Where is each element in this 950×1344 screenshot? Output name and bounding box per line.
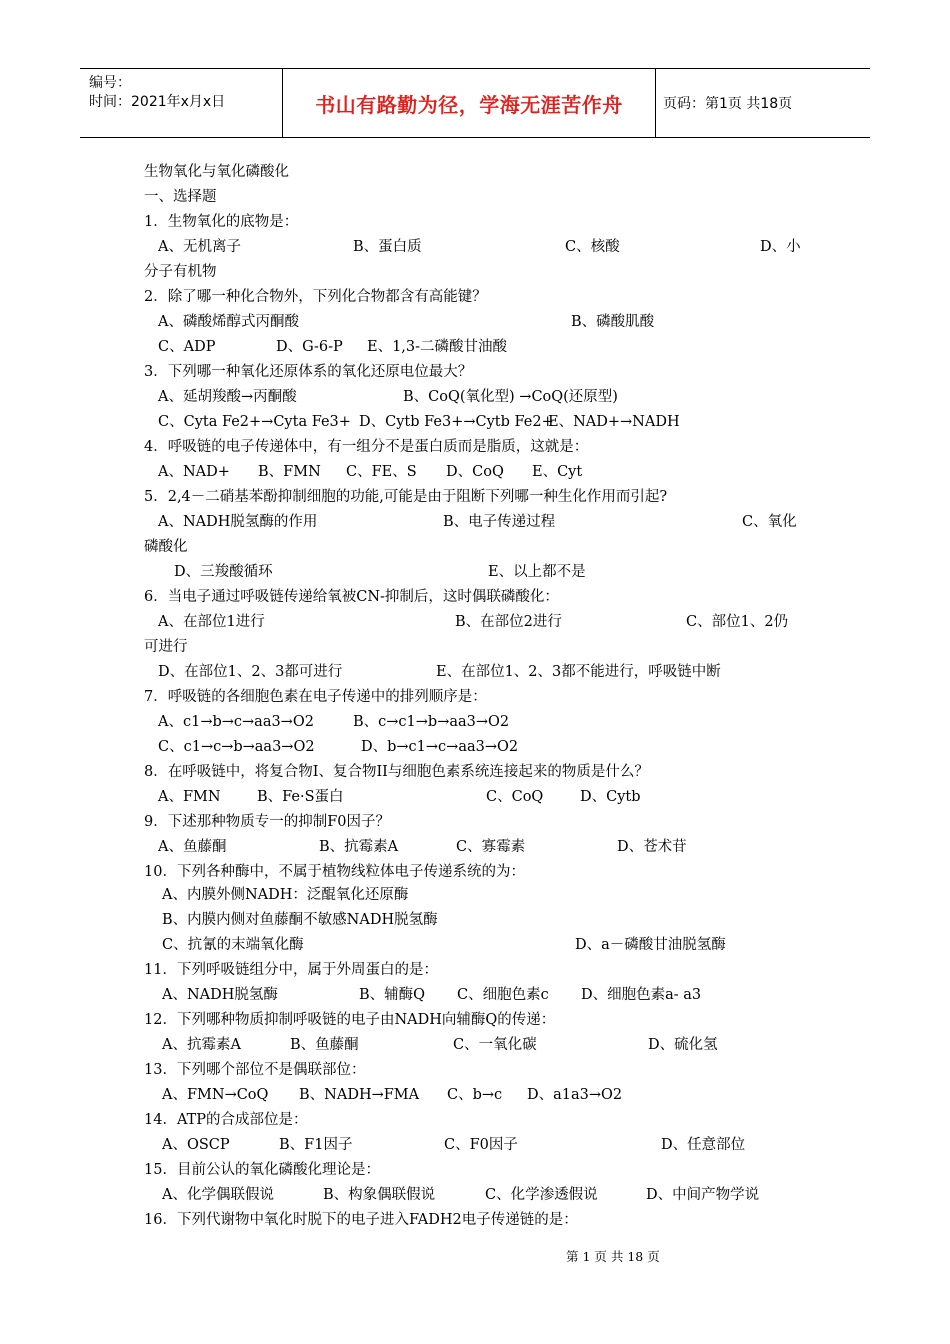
text-segment: B、c→c1→b→aa3→O2 xyxy=(353,714,510,730)
text-segment: C、抗氰的末端氧化酶 xyxy=(162,937,304,953)
text-segment: A、内膜外侧NADH：泛醌氧化还原酶 xyxy=(162,887,409,903)
text-line xyxy=(0,585,950,609)
text-segment: D、a1a3→O2 xyxy=(527,1087,623,1103)
text-segment: D、任意部位 xyxy=(661,1137,746,1153)
text-line xyxy=(0,460,950,484)
text-segment: 4．呼吸链的电子传递体中，有一组分不是蛋白质而是脂质，这就是： xyxy=(144,439,589,455)
time-label: 时间：2021年x月x日 xyxy=(89,94,226,110)
text-line xyxy=(0,210,950,234)
text-segment: A、化学偶联假说 xyxy=(162,1187,274,1203)
text-segment: B、蛋白质 xyxy=(353,239,422,255)
text-segment: D、苍术苷 xyxy=(617,839,687,855)
text-segment: C、氧化 xyxy=(742,514,797,530)
text-segment: 分子有机物 xyxy=(144,264,217,280)
text-segment: C、核酸 xyxy=(565,239,620,255)
text-line xyxy=(0,835,950,859)
text-segment: B、磷酸肌酸 xyxy=(571,314,655,330)
text-segment: A、NADH脱氢酶 xyxy=(162,987,278,1003)
text-segment: C、细胞色素c xyxy=(457,987,549,1003)
text-line xyxy=(0,908,950,932)
text-segment: C、c1→c→b→aa3→O2 xyxy=(158,739,315,755)
footer-page-number: 第 1 页 共 18 页 xyxy=(566,1249,660,1264)
serial-label: 编号： xyxy=(89,75,131,91)
text-segment: E、在部位1、2、3都不能进行，呼吸链中断 xyxy=(436,664,721,680)
text-line xyxy=(0,435,950,459)
text-line xyxy=(0,335,950,359)
text-segment: D、三羧酸循环 xyxy=(174,564,273,580)
header-page-info xyxy=(655,69,878,137)
text-segment: A、OSCP xyxy=(162,1137,230,1153)
text-line xyxy=(0,1208,950,1232)
text-line xyxy=(0,1083,950,1107)
text-segment: B、抗霉素A xyxy=(319,839,399,855)
text-line xyxy=(0,310,950,334)
text-segment: D、a－磷酸甘油脱氢酶 xyxy=(575,937,726,953)
text-segment: 可进行 xyxy=(144,639,188,655)
text-segment: C、FE、S xyxy=(346,464,417,480)
text-line xyxy=(0,410,950,434)
text-segment: D、b→c1→c→aa3→O2 xyxy=(361,739,519,755)
text-line xyxy=(0,785,950,809)
text-line xyxy=(0,660,950,684)
text-line xyxy=(0,1058,950,1082)
text-segment: B、FMN xyxy=(258,464,321,480)
text-segment: C、一氧化碳 xyxy=(453,1037,537,1053)
text-segment: D、CoQ xyxy=(446,464,504,480)
text-segment: C、F0因子 xyxy=(444,1137,518,1153)
text-segment: A、FMN→CoQ xyxy=(162,1087,269,1103)
text-line xyxy=(0,860,950,884)
text-segment: B、辅酶Q xyxy=(359,987,426,1003)
text-segment: A、鱼藤酮 xyxy=(158,839,227,855)
page-info: 页码：第1页 共18页 xyxy=(663,96,793,112)
text-segment: D、细胞色素a- a3 xyxy=(581,987,702,1003)
text-segment: D、G-6-P xyxy=(276,339,343,355)
text-segment: A、延胡羧酸→丙酮酸 xyxy=(158,389,297,405)
text-line xyxy=(0,1033,950,1057)
text-line xyxy=(0,933,950,957)
text-segment: 12．下列哪种物质抑制呼吸链的电子由NADH向辅酶Q的传递： xyxy=(144,1012,556,1028)
text-segment: 9．下述那种物质专一的抑制F0因子？ xyxy=(144,814,391,830)
text-segment: B、在部位2进行 xyxy=(455,614,562,630)
text-segment: 10．下列各种酶中，不属于植物线粒体电子传递系统的为： xyxy=(144,864,525,880)
text-line xyxy=(0,1008,950,1032)
text-segment: B、电子传递过程 xyxy=(443,514,556,530)
text-segment: E、1,3-二磷酸甘油酸 xyxy=(367,339,508,355)
text-line xyxy=(0,685,950,709)
text-line xyxy=(0,635,950,659)
text-segment: A、NADH脱氢酶的作用 xyxy=(158,514,318,530)
text-line xyxy=(0,1108,950,1132)
text-line xyxy=(0,760,950,784)
text-segment: 8．在呼吸链中，将复合物I、复合物II与细胞色素系统连接起来的物质是什么？ xyxy=(144,764,649,780)
text-segment: 14．ATP的合成部位是： xyxy=(144,1112,308,1128)
text-line xyxy=(0,560,950,584)
text-segment: C、部位1、2仍 xyxy=(686,614,789,630)
text-segment: 生物氧化与氧化磷酸化 xyxy=(144,164,289,180)
text-segment: B、F1因子 xyxy=(279,1137,353,1153)
text-segment: C、Cyta Fe2+→Cyta Fe3+ xyxy=(158,414,351,430)
text-line xyxy=(0,160,950,184)
text-line xyxy=(0,883,950,907)
text-segment: 2．除了哪一种化合物外，下列化合物都含有高能键？ xyxy=(144,289,487,305)
text-segment: 7．呼吸链的各细胞色素在电子传递中的排列顺序是： xyxy=(144,689,487,705)
text-line xyxy=(0,360,950,384)
text-segment: 3．下列哪一种氧化还原体系的氧化还原电位最大？ xyxy=(144,364,473,380)
text-segment: C、b→c xyxy=(447,1087,503,1103)
text-line xyxy=(0,610,950,634)
text-segment: A、在部位1进行 xyxy=(158,614,265,630)
text-segment: B、内膜内侧对鱼藤酮不敏感NADH脱氢酶 xyxy=(162,912,438,928)
text-segment: A、NAD+ xyxy=(158,464,230,480)
text-segment: A、无机离子 xyxy=(158,239,241,255)
text-segment: D、在部位1、2、3都可进行 xyxy=(158,664,343,680)
motto: 书山有路勤为径，学海无涯苦作舟 xyxy=(315,92,623,117)
text-segment: C、化学渗透假说 xyxy=(485,1187,598,1203)
text-segment: C、CoQ xyxy=(486,789,544,805)
text-segment: B、Fe·S蛋白 xyxy=(257,789,344,805)
text-line xyxy=(0,710,950,734)
text-segment: 6．当电子通过呼吸链传递给氧被CN-抑制后，这时偶联磷酸化： xyxy=(144,589,559,605)
text-line xyxy=(0,510,950,534)
text-segment: C、ADP xyxy=(158,339,216,355)
text-segment: C、寡霉素 xyxy=(456,839,526,855)
text-line xyxy=(0,1183,950,1207)
text-line xyxy=(0,535,950,559)
text-segment: B、鱼藤酮 xyxy=(290,1037,359,1053)
text-line xyxy=(0,983,950,1007)
header-meta xyxy=(80,69,282,137)
text-segment: 磷酸化 xyxy=(144,539,188,555)
text-segment: D、Cytb Fe3+→Cytb Fe2+ xyxy=(359,414,554,430)
text-segment: A、c1→b→c→aa3→O2 xyxy=(158,714,314,730)
text-segment: D、硫化氢 xyxy=(648,1037,718,1053)
text-segment: 5．2,4－二硝基苯酚抑制细胞的功能,可能是由于阻断下列哪一种生化作用而引起? xyxy=(144,489,668,505)
text-line xyxy=(0,735,950,759)
text-line xyxy=(0,260,950,284)
text-segment: 16．下列代谢物中氧化时脱下的电子进入FADH2电子传递链的是： xyxy=(144,1212,578,1228)
text-segment: E、Cyt xyxy=(532,464,583,480)
text-line xyxy=(0,1158,950,1182)
page-header xyxy=(80,68,870,138)
text-segment: A、抗霉素A xyxy=(162,1037,241,1053)
text-line xyxy=(0,958,950,982)
text-segment: D、Cytb xyxy=(580,789,641,805)
text-segment: 1．生物氧化的底物是： xyxy=(144,214,299,230)
text-segment: A、磷酸烯醇式丙酮酸 xyxy=(158,314,299,330)
text-line xyxy=(0,285,950,309)
text-line xyxy=(0,810,950,834)
text-segment: 11．下列呼吸链组分中，属于外周蛋白的是： xyxy=(144,962,438,978)
text-segment: 13．下列哪个部位不是偶联部位： xyxy=(144,1062,366,1078)
text-segment: D、小 xyxy=(760,239,801,255)
text-line xyxy=(0,385,950,409)
text-segment: E、以上都不是 xyxy=(488,564,586,580)
text-line xyxy=(0,485,950,509)
text-line xyxy=(0,235,950,259)
text-segment: D、中间产物学说 xyxy=(646,1187,760,1203)
text-segment: B、CoQ(氧化型) →CoQ(还原型) xyxy=(403,389,618,405)
header-motto-cell xyxy=(282,69,656,137)
text-line xyxy=(0,1133,950,1157)
text-segment: B、NADH→FMA xyxy=(299,1087,420,1103)
text-line xyxy=(0,185,950,209)
page-footer xyxy=(0,1247,950,1265)
text-segment: 一、选择题 xyxy=(144,189,217,205)
text-segment: E、NAD+→NADH xyxy=(548,414,680,430)
text-segment: B、构象偶联假说 xyxy=(323,1187,436,1203)
text-segment: A、FMN xyxy=(158,789,221,805)
text-segment: 15．目前公认的氧化磷酸化理论是： xyxy=(144,1162,380,1178)
